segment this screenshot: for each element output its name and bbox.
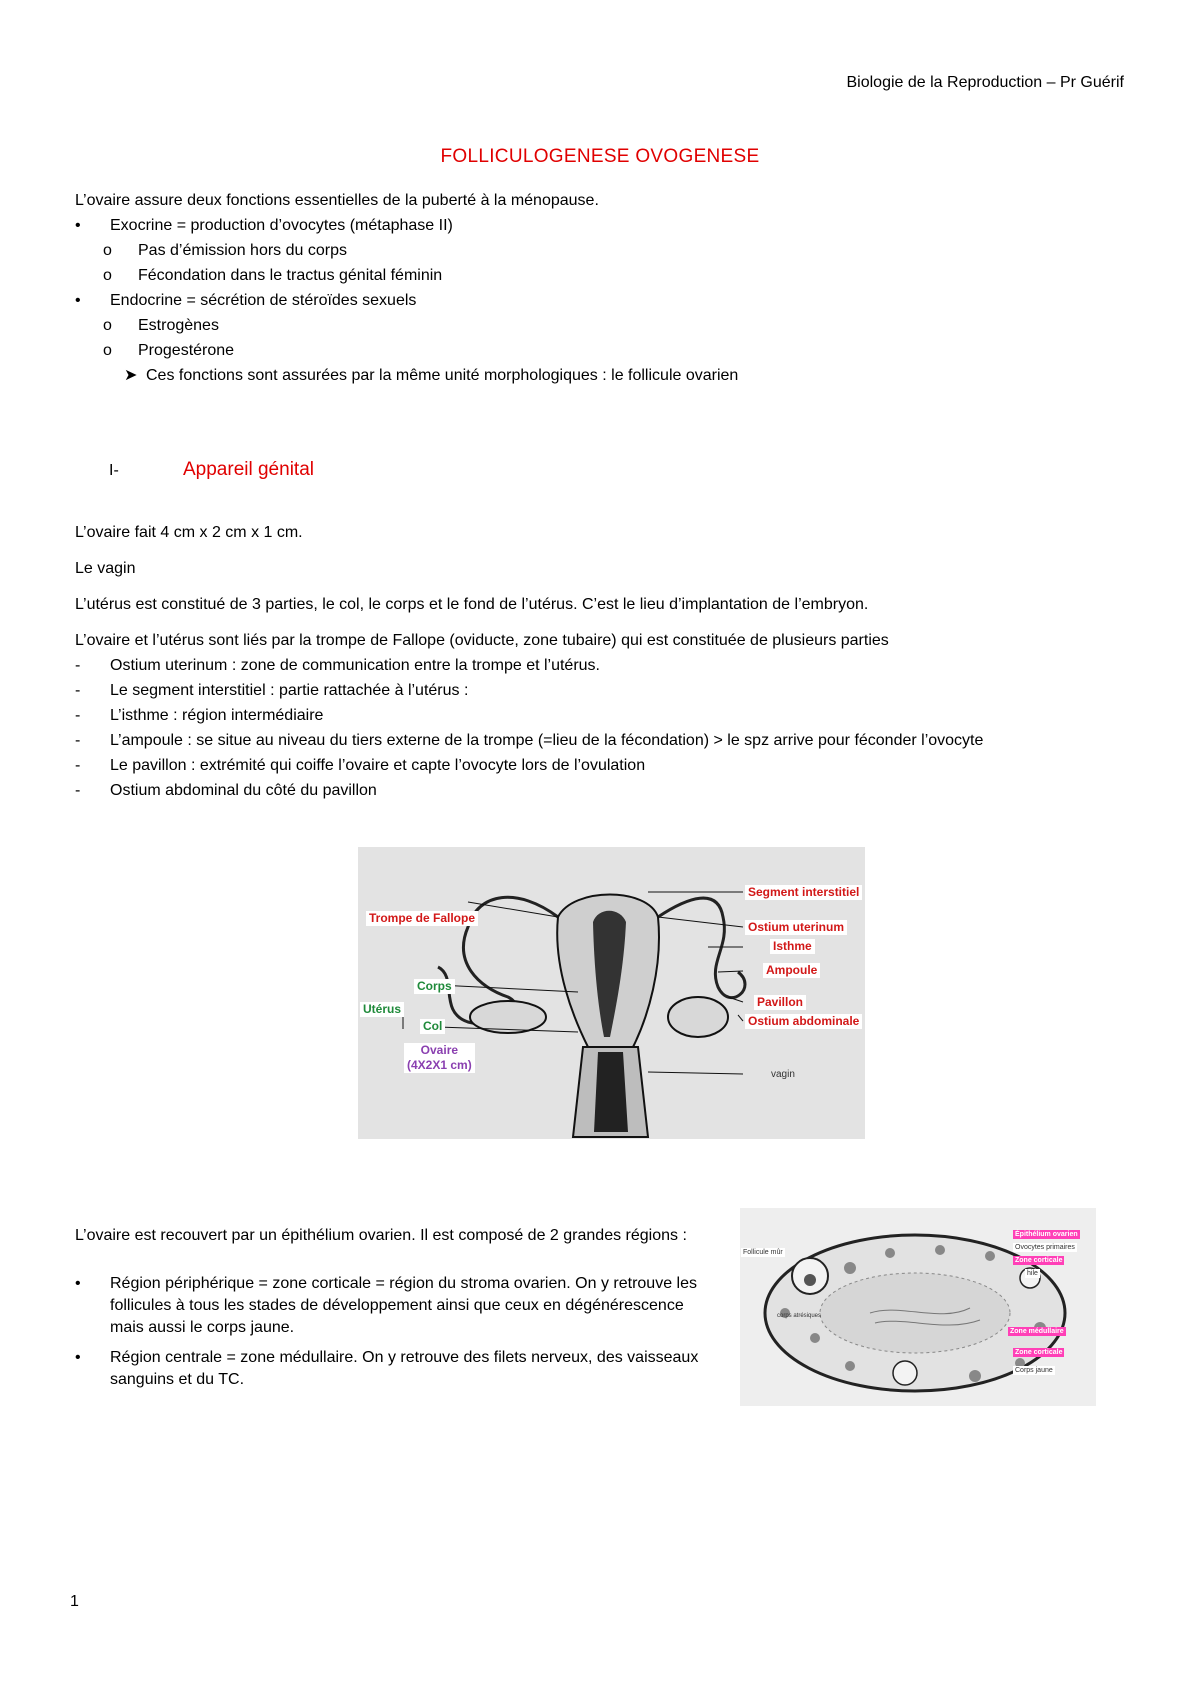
list-item: Le segment interstitiel : partie rattachée à l’utérus :: [110, 682, 469, 699]
list-marker: o: [103, 242, 112, 259]
label-corps-atresiques: corps atrésiques: [777, 1313, 822, 1319]
list-item: Pas d’émission hors du corps: [138, 242, 347, 259]
label-zone-corticale: Zone corticale: [1015, 1257, 1063, 1264]
list-marker: •: [75, 292, 81, 309]
dash-marker: -: [75, 757, 81, 774]
intro-lead: L’ovaire assure deux fonctions essentielles de la puberté à la ménopause.: [75, 192, 599, 209]
label-pavillon: Pavillon: [754, 995, 806, 1010]
page-number: 1: [70, 1593, 79, 1610]
list-item: Le pavillon : extrémité qui coiffe l’ovaire et capte l’ovocyte lors de l’ovulation: [110, 757, 646, 774]
dash-marker: -: [75, 657, 81, 674]
ovary-figure: [740, 1208, 1096, 1406]
list-item: Ostium abdominal du côté du pavillon: [110, 782, 377, 799]
label-ovocytes: Ovocytes primaires: [1015, 1244, 1075, 1251]
label-col: Col: [420, 1019, 445, 1034]
list-item: Estrogènes: [138, 317, 219, 334]
list-marker: •: [75, 1349, 81, 1366]
list-marker: o: [103, 267, 112, 284]
list-item: L’isthme : région intermédiaire: [110, 707, 324, 724]
label-corps: Corps: [414, 979, 455, 994]
label-segment: Segment interstitiel: [745, 885, 862, 900]
dash-marker: -: [75, 707, 81, 724]
section-number: I-: [109, 462, 119, 479]
label-zone-corticale-2: Zone corticale: [1015, 1349, 1063, 1356]
label-zone-medullaire: Zone médullaire: [1010, 1328, 1064, 1335]
page-header: Biologie de la Reproduction – Pr Guérif: [846, 74, 1124, 91]
label-ostium-uterinum: Ostium uterinum: [745, 920, 847, 935]
list-item: Ces fonctions sont assurées par la même unité morphologiques : le follicule ovarien: [146, 367, 739, 384]
list-item: Fécondation dans le tractus génital féminin: [138, 267, 443, 284]
label-uterus: Utérus: [360, 1002, 404, 1017]
label-ampoule: Ampoule: [763, 963, 820, 978]
label-epithelium: Épithélium ovarien: [1015, 1231, 1078, 1238]
list-item: Ostium uterinum : zone de communication entre la trompe et l’utérus.: [110, 657, 600, 674]
list-marker: •: [75, 1275, 81, 1292]
arrow-marker: ➤: [124, 367, 138, 384]
list-item: L’ampoule : se situe au niveau du tiers externe de la trompe (=lieu de la fécondation) > le spz arrive pour féconder l’ovocyte: [110, 732, 984, 749]
label-ovaire-dim: (4X2X1 cm): [407, 1058, 472, 1072]
list-item: Progestérone: [138, 342, 235, 359]
paragraph: Le vagin: [75, 560, 136, 577]
dash-marker: -: [75, 732, 81, 749]
label-trompe: Trompe de Fallope: [366, 911, 478, 926]
list-item: Région centrale = zone médullaire. On y retrouve des filets nerveux, des vaisseaux sanguins et du TC.: [110, 1349, 699, 1388]
page-title: FOLLICULOGENESE OVOGENESE: [440, 146, 760, 167]
section-title: Appareil génital: [183, 459, 314, 480]
list-item: Exocrine = production d’ovocytes (métaphase II): [110, 217, 453, 234]
label-vagin: vagin: [771, 1069, 795, 1080]
label-ovaire-name: Ovaire: [420, 1043, 459, 1057]
list-marker: •: [75, 217, 81, 234]
list-marker: o: [103, 342, 112, 359]
dash-marker: -: [75, 682, 81, 699]
label-ovaire: [404, 1043, 475, 1073]
label-corps-jaune: Corps jaune: [1015, 1367, 1053, 1374]
list-item: Région périphérique = zone corticale = région du stroma ovarien. On y retrouve les follicules à tous les stades de développement ainsi que ceux en dégénérescence mais aussi le corps jaune.: [110, 1275, 697, 1336]
label-follicule-mur: Follicule mûr: [743, 1249, 783, 1256]
ovary-lead: L’ovaire est recouvert par un épithélium ovarien. Il est composé de 2 grandes régions :: [75, 1227, 687, 1244]
dash-marker: -: [75, 782, 81, 799]
paragraph: L’ovaire fait 4 cm x 2 cm x 1 cm.: [75, 524, 303, 541]
paragraph: L’ovaire et l’utérus sont liés par la trompe de Fallope (oviducte, zone tubaire) qui est constituée de plusieurs parties: [75, 632, 889, 649]
list-marker: o: [103, 317, 112, 334]
paragraph: L’utérus est constitué de 3 parties, le col, le corps et le fond de l’utérus. C’est le lieu d’implantation de l’embryon.: [75, 596, 869, 613]
uterus-figure: [358, 847, 865, 1139]
label-hile: hile: [1027, 1270, 1038, 1277]
list-item: Endocrine = sécrétion de stéroïdes sexuels: [110, 292, 417, 309]
label-isthme: Isthme: [770, 939, 815, 954]
label-ostium-abdominal: Ostium abdominale: [745, 1014, 862, 1029]
